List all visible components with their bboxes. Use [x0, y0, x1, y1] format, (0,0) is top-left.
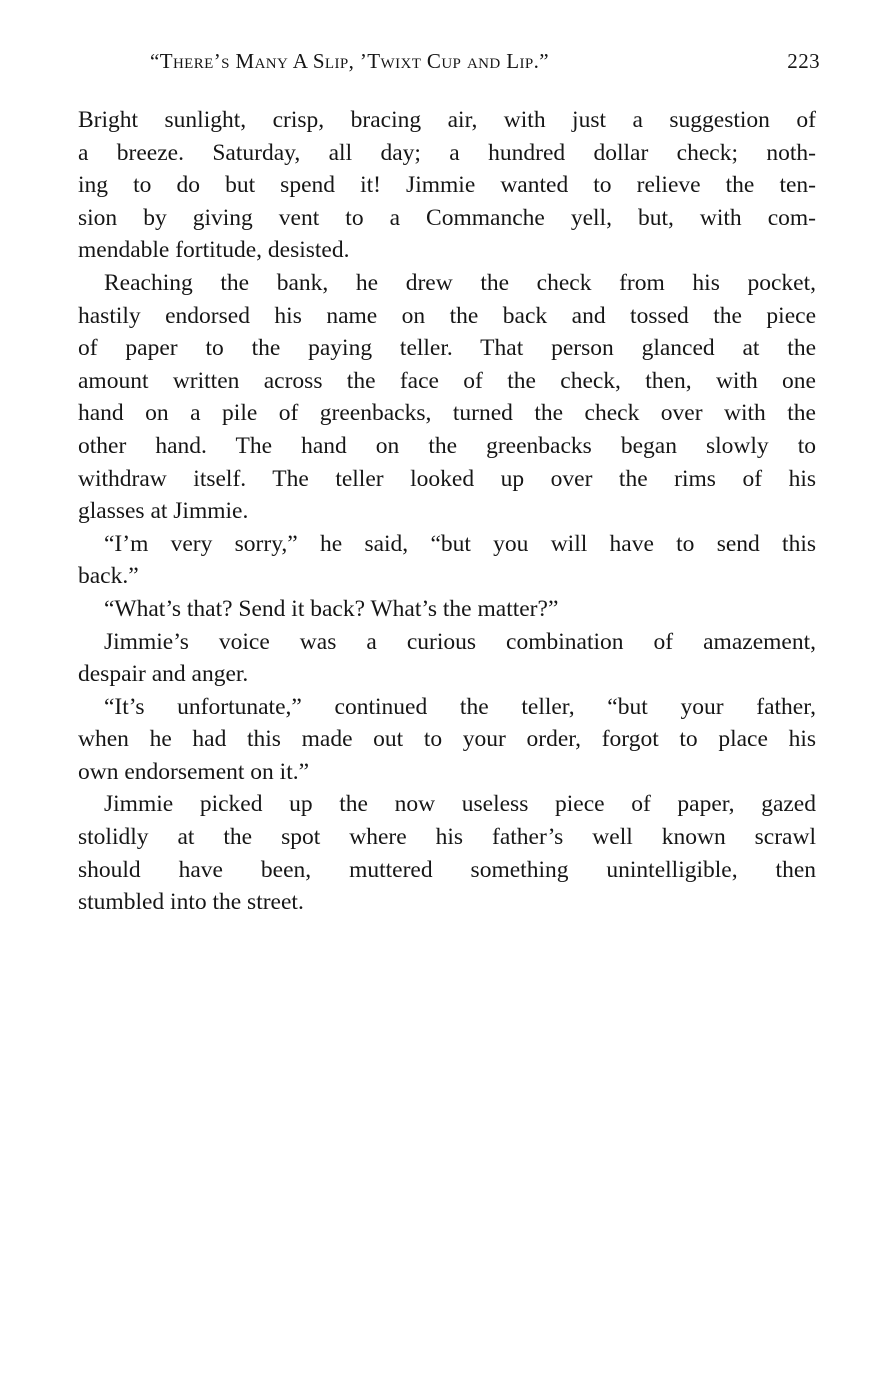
text-line: Jimmie’s voice was a curious combination of amazement, — [104, 628, 816, 655]
text-line: when he had this made out to your order, forgot to place his — [78, 726, 816, 753]
text-line: Reaching the bank, he drew the check from his pocket, — [104, 269, 816, 296]
text-line: “I’m very sorry,” he said, “but you will have to send this — [104, 530, 816, 557]
text-line: other hand. The hand on the greenbacks began slowly to — [78, 432, 816, 459]
text-line: despair and anger. — [78, 661, 249, 688]
text-line: Jimmie picked up the now useless piece of paper, gazed — [104, 791, 816, 818]
text-line: hastily endorsed his name on the back and tossed the piece — [78, 302, 816, 329]
page-number: 223 — [787, 49, 820, 73]
text-line: stolidly at the spot where his father’s well known scrawl — [78, 824, 816, 851]
text-line: of paper to the paying teller. That person glanced at the — [78, 335, 816, 362]
text-line: “It’s unfortunate,” continued the teller, “but your father, — [104, 693, 816, 720]
text-line: ing to do but spend it! Jimmie wanted to relieve the ten- — [78, 172, 816, 199]
text-line: glasses at Jimmie. — [78, 498, 249, 525]
text-line: amount written across the face of the check, then, with one — [78, 367, 816, 394]
text-line: should have been, muttered something unintelligible, then — [78, 856, 816, 883]
text-line: stumbled into the street. — [78, 889, 304, 916]
body-text — [78, 104, 816, 919]
text-line: “What’s that? Send it back? What’s the matter?” — [104, 595, 559, 622]
running-title: “There’s Many A Slip, ’Twixt Cup and Lip.” — [150, 49, 550, 73]
text-line: sion by giving vent to a Commanche yell, but, with com- — [78, 204, 816, 231]
text-line: back.” — [78, 563, 139, 590]
text-line: Bright sunlight, crisp, bracing air, with just a suggestion of — [78, 107, 816, 133]
text-line: a breeze. Saturday, all day; a hundred dollar check; noth- — [78, 139, 816, 166]
running-head — [150, 49, 820, 74]
text-line: withdraw itself. The teller looked up over the rims of his — [78, 465, 816, 492]
text-line: hand on a pile of greenbacks, turned the check over with the — [78, 400, 816, 427]
text-line: mendable fortitude, desisted. — [78, 237, 350, 264]
text-line: own endorsement on it.” — [78, 758, 310, 785]
